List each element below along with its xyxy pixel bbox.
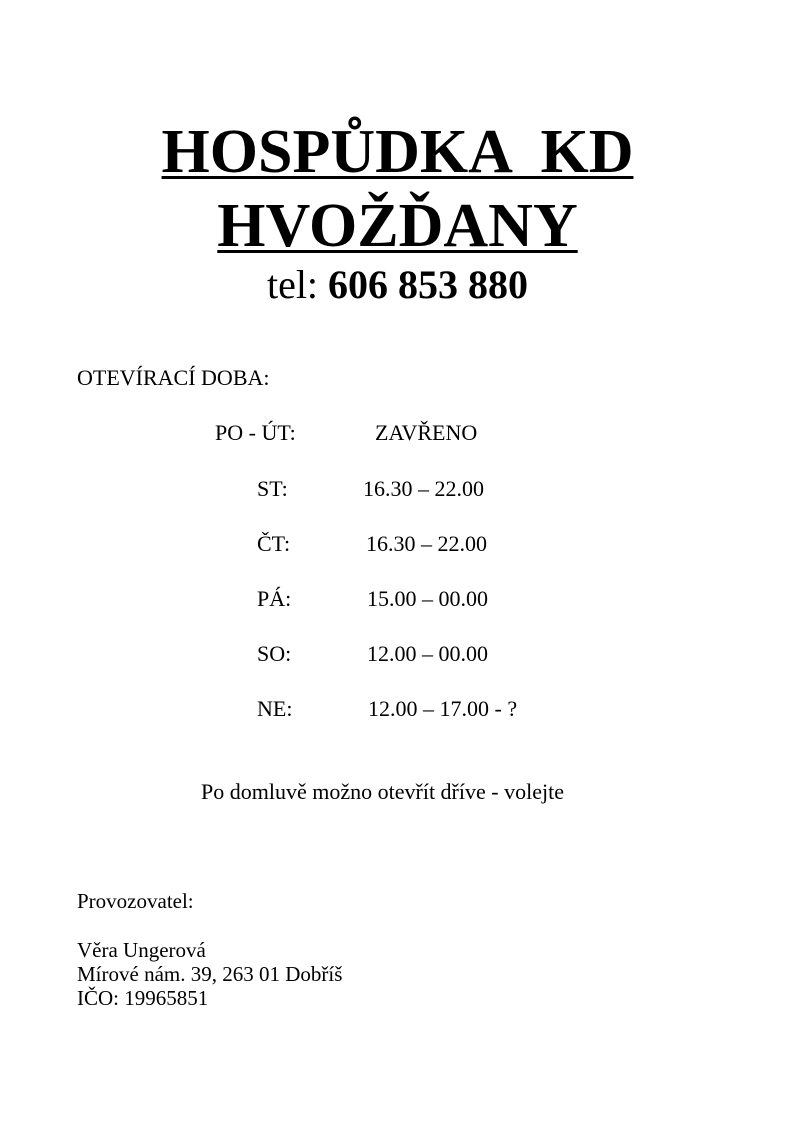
hours-day-mon-tue: PO - ÚT: xyxy=(215,420,296,445)
operator-address: Mírové nám. 39, 263 01 Dobříš xyxy=(77,962,343,986)
phone-number: 606 853 880 xyxy=(328,262,529,307)
title-line-1 xyxy=(0,117,795,187)
hours-time-wed: 16.30 – 22.00 xyxy=(363,476,484,501)
phone-prefix: tel: xyxy=(266,262,329,307)
operator-ico: IČO: 19965851 xyxy=(77,986,209,1010)
hours-day-sun: NE: xyxy=(257,696,293,721)
hours-time-sat: 12.00 – 00.00 xyxy=(367,641,488,666)
village-name: HVOŽĎANY xyxy=(217,192,578,260)
advance-opening-note: Po domluvě možno otevřít dříve - volejte xyxy=(201,779,564,804)
hours-day-wed: ST: xyxy=(257,476,288,501)
hours-time-sun: 12.00 – 17.00 - ? xyxy=(368,696,518,721)
pub-name: HOSPŮDKA KD xyxy=(161,118,634,186)
hours-time-fri: 15.00 – 00.00 xyxy=(367,586,488,611)
operator-label: Provozovatel: xyxy=(77,889,194,913)
title-line-2 xyxy=(0,191,795,261)
opening-hours-heading: OTEVÍRACÍ DOBA: xyxy=(77,365,270,390)
hours-day-thu: ČT: xyxy=(257,531,291,556)
phone-line xyxy=(0,262,795,308)
operator-name: Věra Ungerová xyxy=(77,938,206,962)
hours-time-mon-tue: ZAVŘENO xyxy=(375,420,478,445)
hours-time-thu: 16.30 – 22.00 xyxy=(366,531,487,556)
hours-day-sat: SO: xyxy=(257,641,292,666)
hours-day-fri: PÁ: xyxy=(257,586,292,611)
